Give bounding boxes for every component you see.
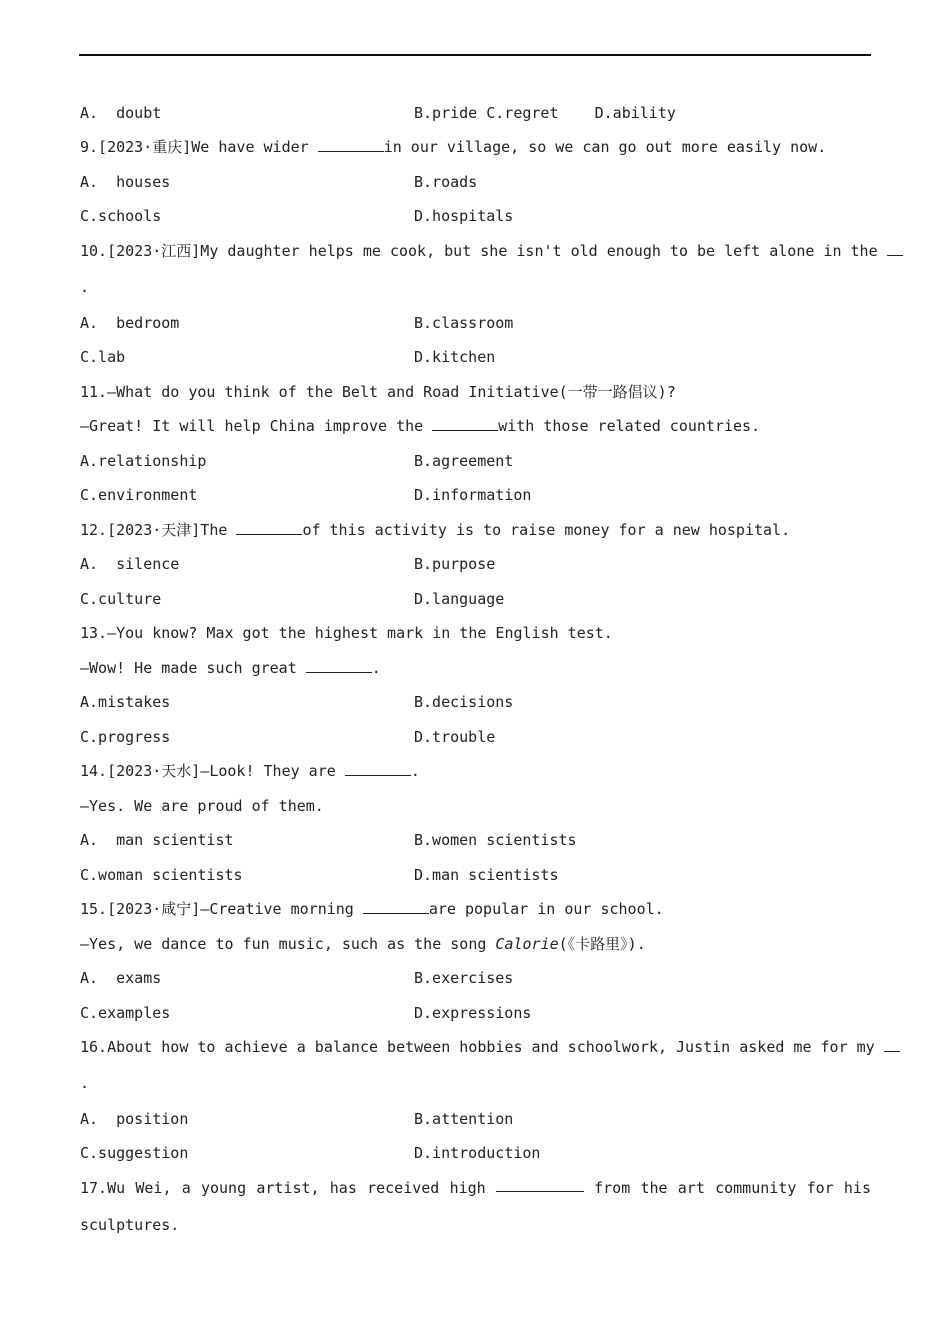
answer-blank <box>363 901 429 914</box>
q15-reply <box>80 935 646 953</box>
q17-stem-cont: sculptures. <box>80 1216 180 1234</box>
q14-option-d: D.man scientists <box>414 866 559 884</box>
answer-blank <box>318 139 384 152</box>
q15-option-d: D.expressions <box>414 1004 532 1022</box>
q16-stem-cont: . <box>80 1074 90 1092</box>
text-fragment: —Yes, we dance to fun music, such as the song <box>80 935 496 953</box>
q8-options-bcd: B.pride C.regret D.ability <box>414 104 676 122</box>
q15-stem <box>80 900 664 918</box>
q13-option-d: D.trouble <box>414 728 496 746</box>
q16-option-d: D.introduction <box>414 1144 541 1162</box>
q15-option-a: A. exams <box>80 969 162 987</box>
q13-option-a: A.mistakes <box>80 693 171 711</box>
q17-stem <box>80 1179 871 1197</box>
q13-option-c: C.progress <box>80 728 171 746</box>
q9-option-b: B.roads <box>414 173 478 191</box>
q10-option-b: B.classroom <box>414 314 514 332</box>
q13-option-b: B.decisions <box>414 693 514 711</box>
q8-option-a: A. doubt <box>80 104 162 122</box>
text-fragment: —Great! It will help China improve the <box>80 417 433 435</box>
q10-option-d: D.kitchen <box>414 348 496 366</box>
q12-option-c: C.culture <box>80 590 162 608</box>
q11-option-d: D.information <box>414 486 532 504</box>
text-fragment: 10.[2023·江西]My daughter helps me cook, but she isn't old enough to be left alone in the <box>80 242 878 260</box>
text-fragment: of this activity is to raise money for a new hospital. <box>302 521 791 539</box>
text-fragment: 15.[2023·咸宁]—Creative morning <box>80 900 363 918</box>
q16-option-b: B.attention <box>414 1110 514 1128</box>
q17-word: has <box>329 1179 357 1197</box>
text-fragment: 9.[2023·重庆]We have wider <box>80 138 318 156</box>
answer-blank <box>236 522 302 535</box>
q10-stem <box>80 242 903 260</box>
q14-reply: —Yes. We are proud of them. <box>80 797 324 815</box>
q11-stem: 11.—What do you think of the Belt and Road Initiative(一带一路倡议)? <box>80 383 676 401</box>
q17-word: 17.Wu <box>80 1179 126 1197</box>
q16-option-a: A. position <box>80 1110 189 1128</box>
q14-option-a: A. man scientist <box>80 831 234 849</box>
q11-option-b: B.agreement <box>414 452 514 470</box>
q9-option-d: D.hospitals <box>414 207 514 225</box>
answer-blank <box>884 1039 900 1052</box>
q17-word: young <box>200 1179 247 1197</box>
q17-word: his <box>843 1179 871 1197</box>
q9-option-c: C.schools <box>80 207 162 225</box>
q11-option-c: C.environment <box>80 486 198 504</box>
q9-stem <box>80 138 826 156</box>
text-fragment: . <box>410 762 420 780</box>
answer-blank <box>887 243 903 256</box>
answer-blank <box>306 660 372 673</box>
q17-word: art <box>677 1179 705 1197</box>
q16-stem <box>80 1038 900 1056</box>
q13-reply <box>80 659 381 677</box>
text-fragment: (《卡路里》). <box>558 935 646 953</box>
text-fragment: —Wow! He made such great <box>80 659 306 677</box>
q17-word: received <box>367 1179 440 1197</box>
q17-word: artist, <box>256 1179 320 1197</box>
song-title: Calorie <box>495 935 559 953</box>
q14-option-b: B.women scientists <box>414 831 577 849</box>
q17-word: high <box>449 1179 486 1197</box>
text-fragment: 14.[2023·天水]—Look! They are <box>80 762 345 780</box>
q12-stem <box>80 521 790 539</box>
q13-stem: 13.—You know? Max got the highest mark in the English test. <box>80 624 613 642</box>
text-fragment: 12.[2023·天津]The <box>80 521 237 539</box>
q15-option-b: B.exercises <box>414 969 514 987</box>
text-fragment: with those related countries. <box>498 417 761 435</box>
q17-word: for <box>806 1179 834 1197</box>
header-rule <box>79 54 871 56</box>
text-fragment: . <box>371 659 381 677</box>
q14-option-c: C.woman scientists <box>80 866 243 884</box>
text-fragment: are popular in our school. <box>428 900 664 918</box>
q12-option-a: A. silence <box>80 555 180 573</box>
q15-option-c: C.examples <box>80 1004 171 1022</box>
q12-option-b: B.purpose <box>414 555 496 573</box>
q11-option-a: A.relationship <box>80 452 207 470</box>
q10-option-c: C.lab <box>80 348 126 366</box>
q10-stem-cont: . <box>80 278 90 296</box>
q17-word: Wei, <box>135 1179 172 1197</box>
q17-word: from <box>594 1179 631 1197</box>
q12-option-d: D.language <box>414 590 505 608</box>
q11-reply <box>80 417 760 435</box>
q16-option-c: C.suggestion <box>80 1144 189 1162</box>
answer-blank <box>496 1179 584 1192</box>
text-fragment: 16.About how to achieve a balance between hobbies and schoolwork, Justin asked me for my <box>80 1038 875 1056</box>
answer-blank <box>345 763 411 776</box>
q14-stem <box>80 762 420 780</box>
q9-option-a: A. houses <box>80 173 171 191</box>
q10-option-a: A. bedroom <box>80 314 180 332</box>
q17-word: the <box>640 1179 668 1197</box>
text-fragment: in our village, so we can go out more easily now. <box>383 138 827 156</box>
q17-word: a <box>181 1179 191 1197</box>
answer-blank <box>432 418 498 431</box>
q17-word: community <box>715 1179 797 1197</box>
